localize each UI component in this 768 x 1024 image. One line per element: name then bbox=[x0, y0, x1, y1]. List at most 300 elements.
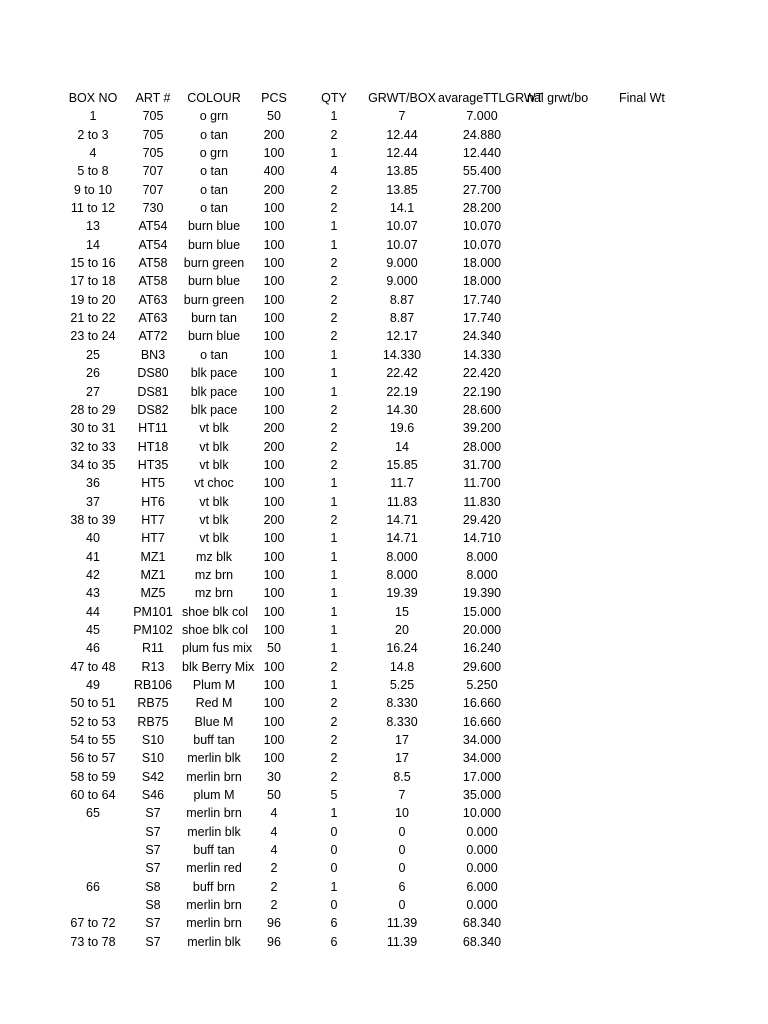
art-cell: RB75 bbox=[137, 714, 169, 729]
box-no-cell: 14 bbox=[86, 237, 100, 252]
box-no-cell: 25 bbox=[86, 347, 100, 362]
average-total-grwt-cell: 20.000 bbox=[462, 622, 502, 637]
box-no-cell: 23 to 24 bbox=[70, 329, 116, 344]
grwt-box-cell: 5.25 bbox=[389, 678, 415, 692]
box-no-cell bbox=[62, 823, 124, 841]
average-total-grwt-cell: 11.830 bbox=[463, 494, 501, 509]
art-cell: S7 bbox=[145, 843, 161, 858]
art-cell: HT18 bbox=[137, 439, 169, 454]
pcs-cell: 100 bbox=[263, 274, 285, 289]
grwt-box-cell: 11.83 bbox=[386, 494, 418, 509]
box-no-cell: 4 bbox=[89, 146, 97, 161]
box-no-cell: 45 bbox=[86, 622, 100, 637]
qty-cell: 0 bbox=[330, 843, 338, 858]
average-total-grwt-cell: 22.420 bbox=[462, 366, 502, 381]
qty-cell: 2 bbox=[330, 182, 338, 197]
colour-cell: burn blue bbox=[187, 274, 241, 289]
pcs-cell: 100 bbox=[263, 567, 285, 582]
average-total-grwt-cell: 28.200 bbox=[462, 201, 502, 216]
pcs-cell: 100 bbox=[263, 292, 285, 307]
colour-cell: vt blk bbox=[199, 512, 229, 527]
average-total-grwt-cell: 24.880 bbox=[462, 127, 502, 142]
box-no-cell: 1 bbox=[89, 109, 97, 124]
pcs-cell: 100 bbox=[263, 494, 285, 509]
colour-cell: shoe blk col bbox=[182, 622, 249, 637]
average-total-grwt-cell: 10.070 bbox=[462, 219, 502, 234]
pcs-cell: 100 bbox=[263, 146, 285, 161]
qty-cell: 1 bbox=[330, 494, 338, 509]
qty-cell: 1 bbox=[330, 567, 338, 582]
average-total-grwt-cell: 8.000 bbox=[466, 549, 498, 564]
grwt-box-cell: 8.87 bbox=[389, 311, 415, 326]
colour-cell: o grn bbox=[199, 146, 229, 161]
qty-cell: 2 bbox=[330, 127, 338, 142]
box-no-cell: 9 to 10 bbox=[73, 182, 113, 197]
average-total-grwt-cell: 8.000 bbox=[466, 567, 498, 582]
art-cell: S7 bbox=[145, 916, 161, 931]
colour-cell: mz blk bbox=[195, 549, 233, 564]
qty-cell: 0 bbox=[330, 861, 338, 876]
colour-cell: o tan bbox=[200, 182, 228, 197]
art-cell: S10 bbox=[141, 733, 165, 748]
art-cell: S7 bbox=[145, 806, 161, 821]
art-cell: MZ5 bbox=[140, 586, 166, 601]
average-total-grwt-cell: 5.250 bbox=[466, 678, 498, 692]
qty-cell: 1 bbox=[330, 806, 338, 821]
art-cell: 705 bbox=[142, 109, 164, 124]
colour-cell: merlin red bbox=[186, 861, 242, 876]
grwt-box-cell: 9.000 bbox=[386, 256, 418, 271]
colour-cell: shoe blk col bbox=[182, 604, 249, 619]
qty-cell: 2 bbox=[330, 421, 338, 436]
grwt-box-cell: 8.87 bbox=[389, 292, 415, 307]
colour-cell: vt blk bbox=[199, 531, 229, 546]
average-total-grwt-cell: 28.600 bbox=[462, 402, 502, 417]
header-box-no: BOX NO bbox=[68, 91, 118, 105]
box-no-cell: 5 to 8 bbox=[77, 164, 109, 179]
art-cell: 707 bbox=[142, 164, 164, 179]
art-cell: AT58 bbox=[138, 274, 168, 289]
art-cell: DS81 bbox=[137, 384, 169, 399]
grwt-box-cell: 12.44 bbox=[386, 146, 418, 161]
colour-cell: mz brn bbox=[194, 586, 234, 601]
pcs-cell: 50 bbox=[267, 641, 281, 656]
colour-cell: burn green bbox=[183, 256, 245, 271]
header-grwt-box: GRWT/BOX bbox=[368, 91, 436, 105]
qty-cell: 2 bbox=[330, 714, 338, 729]
art-cell: MZ1 bbox=[140, 549, 166, 564]
box-no-cell: 27 bbox=[86, 384, 100, 399]
colour-cell: Plum M bbox=[192, 678, 236, 692]
average-total-grwt-cell: 7.000 bbox=[466, 109, 498, 124]
qty-cell: 2 bbox=[330, 696, 338, 711]
qty-cell: 1 bbox=[330, 531, 338, 546]
box-no-cell: 17 to 18 bbox=[70, 274, 116, 289]
colour-cell: vt blk bbox=[199, 457, 229, 472]
qty-cell: 0 bbox=[330, 824, 338, 839]
box-no-cell: 30 to 31 bbox=[70, 421, 116, 436]
pcs-cell: 100 bbox=[263, 678, 285, 692]
pcs-cell: 100 bbox=[263, 256, 285, 271]
grwt-box-cell: 8.330 bbox=[386, 696, 418, 711]
qty-cell: 2 bbox=[330, 256, 338, 271]
average-total-grwt-cell: 16.660 bbox=[462, 696, 502, 711]
box-no-cell: 37 bbox=[86, 494, 100, 509]
grwt-box-cell: 10.07 bbox=[386, 237, 418, 252]
colour-cell: merlin brn bbox=[186, 916, 242, 931]
header-colour: COLOUR bbox=[187, 91, 241, 105]
grwt-box-cell: 12.17 bbox=[386, 329, 418, 344]
art-cell: RB106 bbox=[133, 678, 173, 692]
colour-cell: vt blk bbox=[199, 421, 229, 436]
grwt-box-cell: 14.71 bbox=[386, 512, 418, 527]
art-cell: HT7 bbox=[141, 512, 165, 527]
pcs-cell: 400 bbox=[263, 164, 285, 179]
qty-cell: 0 bbox=[330, 898, 338, 913]
colour-cell: merlin brn bbox=[186, 769, 242, 784]
pcs-cell: 100 bbox=[263, 311, 285, 326]
colour-cell: vt blk bbox=[199, 494, 229, 509]
pcs-cell: 96 bbox=[267, 934, 281, 949]
pcs-cell: 100 bbox=[263, 714, 285, 729]
qty-cell: 2 bbox=[330, 659, 338, 674]
qty-cell: 2 bbox=[330, 274, 338, 289]
grwt-box-cell: 13.85 bbox=[386, 182, 418, 197]
grwt-box-cell: 22.42 bbox=[386, 366, 418, 381]
art-cell: AT54 bbox=[138, 237, 168, 252]
art-cell: R11 bbox=[141, 641, 164, 656]
qty-cell: 1 bbox=[330, 476, 338, 491]
box-no-cell: 44 bbox=[86, 604, 100, 619]
qty-cell: 1 bbox=[330, 237, 338, 252]
colour-cell: buff tan bbox=[193, 733, 235, 748]
colour-cell: blk pace bbox=[190, 384, 238, 399]
box-no-cell: 56 to 57 bbox=[70, 751, 116, 766]
grwt-box-cell: 0 bbox=[398, 824, 406, 839]
art-cell: S46 bbox=[141, 788, 165, 803]
art-cell: 705 bbox=[142, 146, 164, 161]
box-no-cell: 46 bbox=[86, 641, 100, 656]
box-no-cell: 38 to 39 bbox=[70, 512, 116, 527]
grwt-box-cell: 22.19 bbox=[386, 384, 418, 399]
average-total-grwt-cell: 18.000 bbox=[462, 274, 502, 289]
grwt-box-cell: 14.71 bbox=[386, 531, 418, 546]
grwt-box-cell: 20 bbox=[395, 622, 409, 637]
average-total-grwt-cell: 28.000 bbox=[462, 439, 502, 454]
pcs-cell: 200 bbox=[263, 439, 285, 454]
qty-cell: 2 bbox=[330, 733, 338, 748]
art-cell: AT54 bbox=[138, 219, 168, 234]
art-cell: RB75 bbox=[137, 696, 169, 711]
box-no-cell bbox=[62, 896, 124, 914]
average-total-grwt-cell: 0.000 bbox=[466, 861, 498, 876]
pcs-cell: 200 bbox=[263, 182, 285, 197]
pcs-cell: 100 bbox=[263, 476, 285, 491]
colour-cell: merlin blk bbox=[187, 824, 241, 839]
pcs-cell: 100 bbox=[263, 347, 285, 362]
pcs-cell: 30 bbox=[267, 769, 281, 784]
average-total-grwt-cell: 0.000 bbox=[466, 843, 498, 858]
art-cell: AT72 bbox=[138, 329, 168, 344]
average-total-grwt-cell: 29.600 bbox=[462, 659, 502, 674]
average-total-grwt-cell: 18.000 bbox=[462, 256, 502, 271]
colour-cell: burn blue bbox=[187, 219, 241, 234]
grwt-box-cell: 0 bbox=[398, 843, 406, 858]
grwt-box-cell: 11.39 bbox=[386, 916, 418, 931]
grwt-box-cell: 10 bbox=[395, 806, 409, 821]
art-cell: AT58 bbox=[138, 256, 168, 271]
pcs-cell: 100 bbox=[263, 659, 285, 674]
grwt-box-cell: 17 bbox=[395, 751, 409, 766]
grwt-box-cell: 19.39 bbox=[386, 586, 418, 601]
pcs-cell: 2 bbox=[270, 861, 278, 876]
grwt-box-cell: 14 bbox=[395, 439, 409, 454]
average-total-grwt-cell: 68.340 bbox=[462, 934, 502, 949]
colour-cell: Blue M bbox=[194, 714, 234, 729]
pcs-cell: 100 bbox=[263, 329, 285, 344]
average-total-grwt-cell: 22.190 bbox=[462, 384, 502, 399]
pcs-cell: 50 bbox=[267, 109, 281, 124]
average-total-grwt-cell: 0.000 bbox=[466, 824, 498, 839]
box-no-cell: 36 bbox=[86, 476, 100, 491]
qty-cell: 2 bbox=[330, 329, 338, 344]
pcs-cell: 200 bbox=[263, 127, 285, 142]
pcs-cell: 100 bbox=[263, 219, 285, 234]
pcs-cell: 100 bbox=[263, 604, 285, 619]
average-total-grwt-cell: 16.660 bbox=[462, 714, 502, 729]
pcs-cell: 100 bbox=[263, 531, 285, 546]
qty-cell: 5 bbox=[330, 788, 338, 803]
box-no-cell: 47 to 48 bbox=[70, 659, 116, 674]
box-no-cell: 43 bbox=[86, 586, 100, 601]
box-no-cell: 58 to 59 bbox=[70, 769, 116, 784]
colour-cell: blk Berry Mix bbox=[182, 659, 255, 674]
colour-cell: plum M bbox=[193, 788, 235, 803]
colour-cell: o tan bbox=[200, 201, 228, 216]
art-cell: S8 bbox=[145, 898, 161, 913]
qty-cell: 2 bbox=[330, 769, 338, 784]
box-no-cell: 28 to 29 bbox=[70, 402, 116, 417]
pcs-cell: 4 bbox=[270, 824, 278, 839]
box-no-cell: 2 to 3 bbox=[77, 127, 109, 142]
box-no-cell: 34 to 35 bbox=[70, 457, 116, 472]
qty-cell: 2 bbox=[330, 457, 338, 472]
grwt-box-cell: 15.85 bbox=[386, 457, 418, 472]
box-no-cell: 26 bbox=[86, 366, 100, 381]
average-total-grwt-cell: 14.710 bbox=[462, 531, 502, 546]
grwt-box-cell: 19.6 bbox=[389, 421, 415, 436]
grwt-box-cell: 8.330 bbox=[386, 714, 418, 729]
average-total-grwt-cell: 17.740 bbox=[462, 311, 502, 326]
qty-cell: 4 bbox=[330, 164, 338, 179]
colour-cell: buff tan bbox=[193, 843, 235, 858]
average-total-grwt-cell: 19.390 bbox=[462, 586, 502, 601]
pcs-cell: 100 bbox=[263, 733, 285, 748]
qty-cell: 2 bbox=[330, 439, 338, 454]
art-cell: MZ1 bbox=[140, 567, 166, 582]
pcs-cell: 100 bbox=[263, 696, 285, 711]
colour-cell: o tan bbox=[200, 347, 228, 362]
average-total-grwt-cell: 34.000 bbox=[462, 733, 502, 748]
grwt-box-cell: 7 bbox=[398, 109, 406, 124]
header-final-grwt-box: nal grwt/bo bbox=[527, 91, 589, 105]
art-cell: S42 bbox=[141, 769, 165, 784]
qty-cell: 1 bbox=[330, 109, 338, 124]
art-cell: DS82 bbox=[137, 402, 169, 417]
art-cell: 730 bbox=[142, 201, 164, 216]
grwt-box-cell: 6 bbox=[398, 879, 406, 894]
qty-cell: 1 bbox=[330, 604, 338, 619]
colour-cell: plum fus mix bbox=[182, 641, 253, 656]
art-cell: HT6 bbox=[141, 494, 165, 509]
pcs-cell: 96 bbox=[267, 916, 281, 931]
pcs-cell: 100 bbox=[263, 384, 285, 399]
colour-cell: burn green bbox=[183, 292, 245, 307]
colour-cell: burn blue bbox=[187, 237, 241, 252]
header-art: ART # bbox=[135, 91, 171, 105]
box-no-cell: 66 bbox=[86, 879, 100, 894]
pcs-cell: 2 bbox=[270, 898, 278, 913]
qty-cell: 1 bbox=[330, 384, 338, 399]
art-cell: HT35 bbox=[137, 457, 169, 472]
average-total-grwt-cell: 14.330 bbox=[462, 347, 502, 362]
colour-cell: buff brn bbox=[192, 879, 236, 894]
box-no-cell: 50 to 51 bbox=[70, 696, 116, 711]
box-no-cell: 60 to 64 bbox=[70, 788, 116, 803]
grwt-box-cell: 14.330 bbox=[382, 347, 422, 362]
pcs-cell: 200 bbox=[263, 512, 285, 527]
colour-cell: vt blk bbox=[199, 439, 229, 454]
grwt-box-cell: 16.24 bbox=[386, 641, 418, 656]
box-no-cell: 11 to 12 bbox=[70, 201, 116, 216]
box-no-cell: 32 to 33 bbox=[70, 439, 116, 454]
box-no-cell: 15 to 16 bbox=[70, 256, 116, 271]
qty-cell: 1 bbox=[330, 146, 338, 161]
pcs-cell: 50 bbox=[267, 788, 281, 803]
box-no-cell: 65 bbox=[86, 806, 100, 821]
box-no-cell: 52 to 53 bbox=[70, 714, 116, 729]
average-total-grwt-cell: 11.700 bbox=[463, 476, 501, 491]
qty-cell: 1 bbox=[330, 641, 338, 656]
average-total-grwt-cell: 27.700 bbox=[462, 182, 502, 197]
box-no-cell: 49 bbox=[86, 678, 100, 692]
grwt-box-cell: 17 bbox=[395, 733, 409, 748]
average-total-grwt-cell: 0.000 bbox=[466, 898, 498, 913]
colour-cell: merlin brn bbox=[186, 806, 242, 821]
average-total-grwt-cell: 39.200 bbox=[462, 421, 502, 436]
art-cell: S8 bbox=[145, 879, 161, 894]
art-cell: R13 bbox=[141, 659, 165, 674]
average-total-grwt-cell: 17.740 bbox=[462, 292, 502, 307]
average-total-grwt-cell: 34.000 bbox=[462, 751, 502, 766]
colour-cell: Red M bbox=[195, 696, 233, 711]
pcs-cell: 2 bbox=[270, 879, 278, 894]
qty-cell: 1 bbox=[330, 678, 338, 692]
art-cell: S7 bbox=[145, 824, 161, 839]
pcs-cell: 100 bbox=[263, 201, 285, 216]
art-cell: S10 bbox=[141, 751, 165, 766]
box-no-cell: 54 to 55 bbox=[70, 733, 116, 748]
grwt-box-cell: 8.000 bbox=[386, 549, 418, 564]
header-final-wt: Final Wt bbox=[619, 91, 665, 105]
art-cell: 705 bbox=[142, 127, 164, 142]
average-total-grwt-cell: 6.000 bbox=[466, 879, 498, 894]
art-cell: PM102 bbox=[133, 622, 173, 637]
art-cell: HT5 bbox=[141, 476, 165, 491]
grwt-box-cell: 13.85 bbox=[386, 164, 418, 179]
grwt-box-cell: 10.07 bbox=[386, 219, 418, 234]
qty-cell: 1 bbox=[330, 586, 338, 601]
art-cell: 707 bbox=[142, 182, 164, 197]
colour-cell: o grn bbox=[199, 109, 229, 124]
qty-cell: 1 bbox=[330, 219, 338, 234]
average-total-grwt-cell: 35.000 bbox=[462, 788, 502, 803]
art-cell: AT63 bbox=[138, 292, 168, 307]
art-cell: AT63 bbox=[138, 311, 168, 326]
grwt-box-cell: 8.5 bbox=[393, 769, 411, 784]
grwt-box-cell: 7 bbox=[398, 788, 406, 803]
art-cell: S7 bbox=[145, 934, 161, 949]
pcs-cell: 100 bbox=[263, 586, 285, 601]
average-total-grwt-cell: 68.340 bbox=[462, 916, 502, 931]
grwt-box-cell: 11.39 bbox=[386, 934, 418, 949]
average-total-grwt-cell: 31.700 bbox=[462, 457, 502, 472]
average-total-grwt-cell: 55.400 bbox=[462, 164, 502, 179]
box-no-cell: 41 bbox=[86, 549, 100, 564]
box-no-cell bbox=[62, 859, 124, 877]
grwt-box-cell: 14.1 bbox=[389, 201, 415, 216]
colour-cell: o tan bbox=[200, 127, 228, 142]
qty-cell: 1 bbox=[330, 622, 338, 637]
average-total-grwt-cell: 17.000 bbox=[462, 769, 502, 784]
average-total-grwt-cell: 24.340 bbox=[462, 329, 502, 344]
qty-cell: 2 bbox=[330, 201, 338, 216]
colour-cell: merlin blk bbox=[187, 934, 241, 949]
pcs-cell: 100 bbox=[263, 457, 285, 472]
colour-cell: merlin brn bbox=[186, 898, 242, 913]
average-total-grwt-cell: 16.240 bbox=[462, 641, 502, 656]
average-total-grwt-cell: 10.070 bbox=[462, 237, 502, 252]
pcs-cell: 100 bbox=[263, 402, 285, 417]
colour-cell: burn blue bbox=[187, 329, 241, 344]
box-no-cell: 21 to 22 bbox=[70, 311, 116, 326]
header-pcs: PCS bbox=[261, 91, 287, 105]
art-cell: HT11 bbox=[138, 421, 168, 436]
qty-cell: 1 bbox=[330, 347, 338, 362]
qty-cell: 1 bbox=[330, 366, 338, 381]
pcs-cell: 200 bbox=[263, 421, 285, 436]
pcs-cell: 4 bbox=[270, 843, 278, 858]
grwt-box-cell: 0 bbox=[398, 898, 406, 913]
art-cell: DS80 bbox=[137, 366, 169, 381]
grwt-box-cell: 15 bbox=[395, 604, 409, 619]
qty-cell: 2 bbox=[330, 311, 338, 326]
pcs-cell: 100 bbox=[263, 622, 285, 637]
grwt-box-cell: 14.30 bbox=[386, 402, 418, 417]
average-total-grwt-cell: 12.440 bbox=[462, 146, 502, 161]
box-no-cell: 13 bbox=[86, 219, 100, 234]
header-qty: QTY bbox=[321, 91, 347, 105]
grwt-box-cell: 9.000 bbox=[386, 274, 418, 289]
art-cell: PM101 bbox=[133, 604, 173, 619]
header-average-total-grwt: avarageTTLGRWT bbox=[438, 91, 544, 105]
art-cell: HT7 bbox=[141, 531, 165, 546]
art-cell: S7 bbox=[145, 861, 161, 876]
box-no-cell: 42 bbox=[86, 567, 100, 582]
average-total-grwt-cell: 10.000 bbox=[462, 806, 502, 821]
grwt-box-cell: 11.7 bbox=[390, 476, 414, 491]
colour-cell: blk pace bbox=[190, 402, 238, 417]
